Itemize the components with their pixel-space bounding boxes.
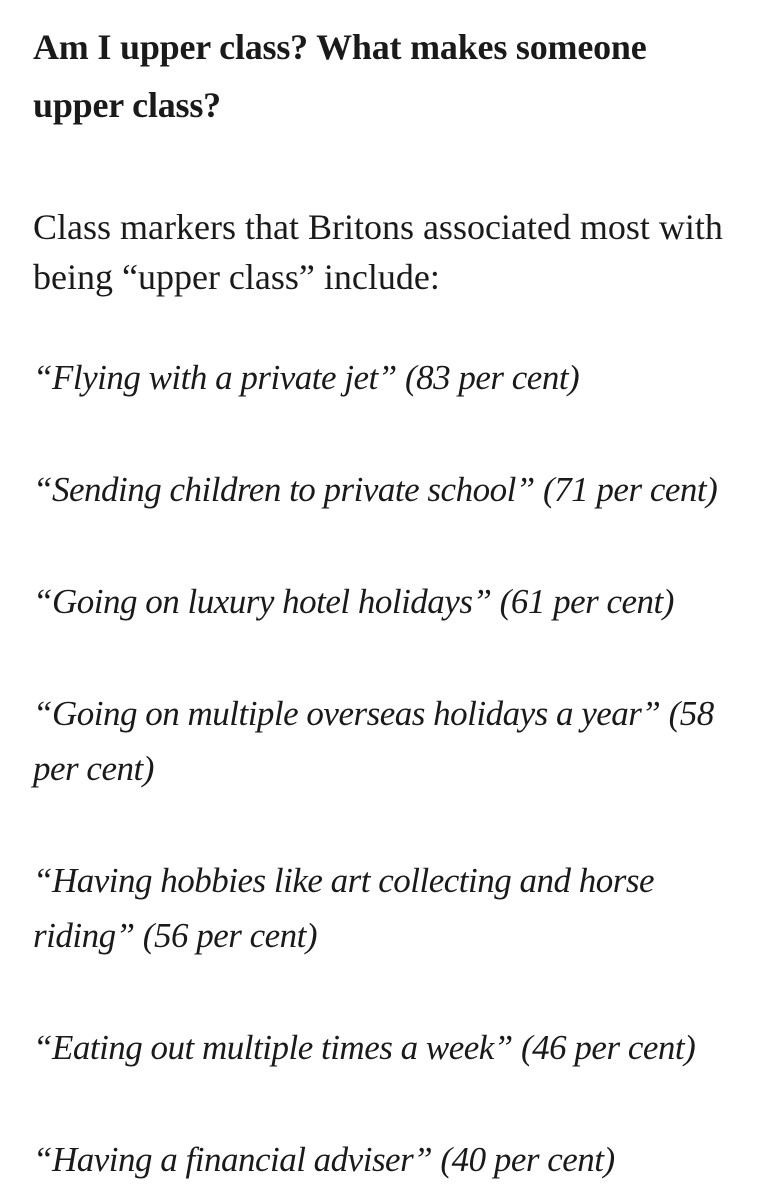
class-marker-item: “Going on luxury hotel holidays” (61 per cent) — [33, 582, 674, 621]
section-heading: Am I upper class? What makes someone upper class? — [33, 27, 647, 125]
class-markers-list — [33, 350, 737, 1187]
class-marker-item: “Sending children to private school” (71 per cent) — [33, 470, 718, 509]
class-marker-item: “Having hobbies like art collecting and horse riding” (56 per cent) — [33, 861, 655, 955]
intro-paragraph: Class markers that Britons associated most with being “upper class” include: — [33, 207, 723, 297]
class-marker-item: “Going on multiple overseas holidays a year” (58 per cent) — [33, 694, 714, 788]
class-marker-item: “Flying with a private jet” (83 per cent) — [33, 358, 580, 397]
class-marker-item: “Having a financial adviser” (40 per cent) — [33, 1140, 615, 1179]
class-marker-item: “Eating out multiple times a week” (46 per cent) — [33, 1028, 696, 1067]
